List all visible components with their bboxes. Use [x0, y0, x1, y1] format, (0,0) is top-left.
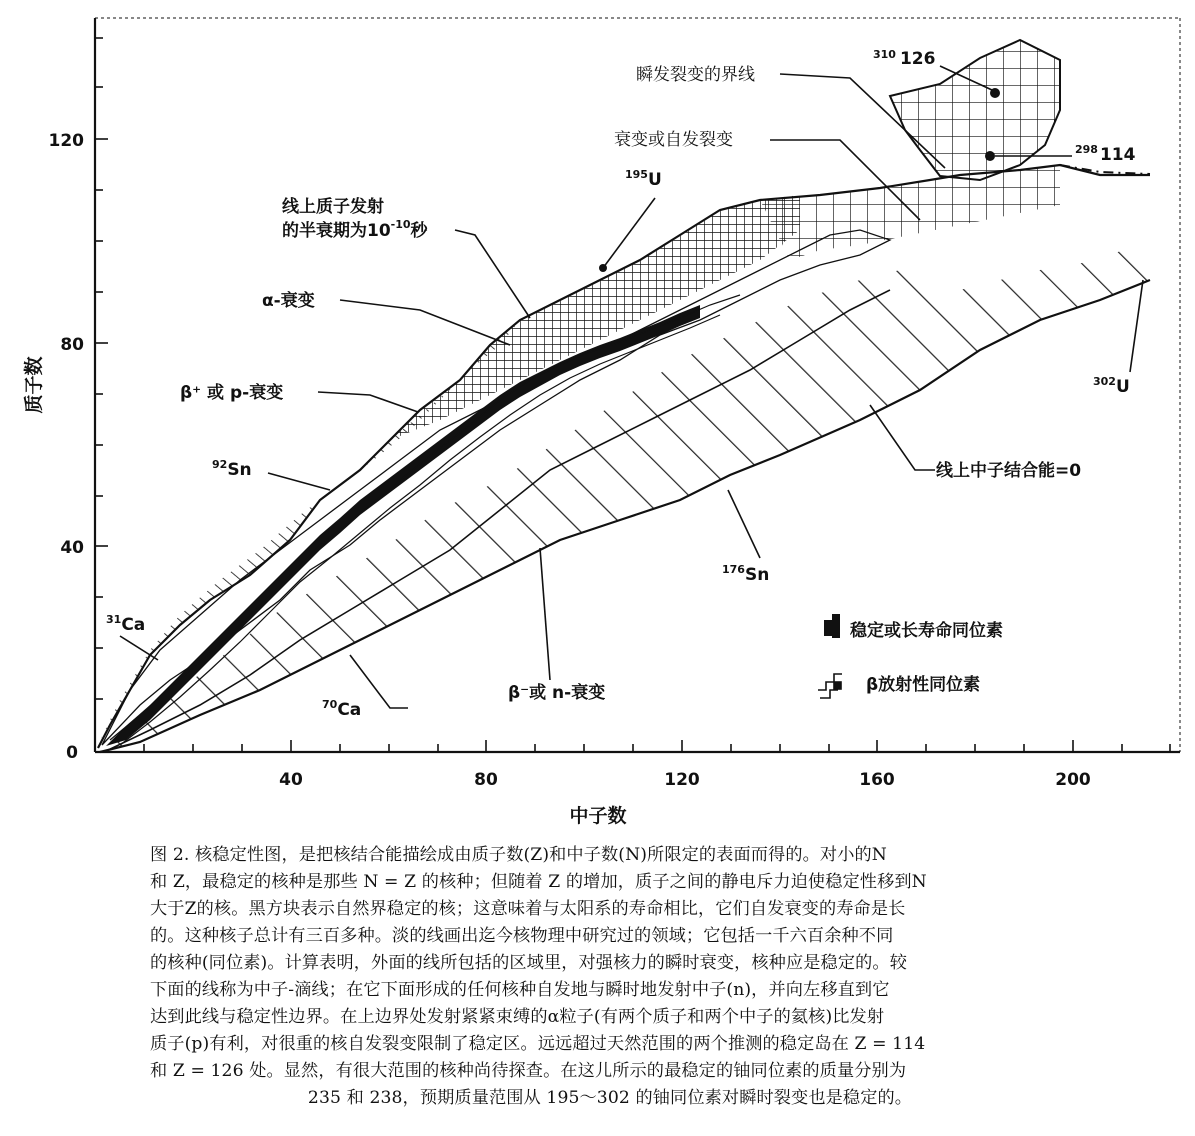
caption-line: 的。这种核子总计有三百多种。淡的线画出迄今核物理中研究过的领域；它包括一千六百余种不同	[150, 926, 894, 946]
legend	[818, 614, 1003, 698]
caption-line: 的核种(同位素)。计算表明，外面的线所包括的区域里，对强核力的瞬时衰变，核种应是稳定的。较	[150, 953, 907, 973]
fission-region	[760, 165, 1060, 260]
caption-line: 235 和 238，预期质量范围从 195～302 的铀同位素对瞬时裂变也是稳定的。	[307, 1088, 913, 1108]
label-z126: $^{310}$ 126	[873, 48, 936, 69]
arrow-sn176	[728, 490, 760, 558]
label-proton-emission-2: 的半衰期为$10^{-10}$秒	[282, 218, 428, 241]
arrow-alpha-decay	[340, 300, 510, 345]
x-tick-160: 160	[859, 770, 895, 790]
label-neutron-binding-zero: 线上中子结合能=0	[936, 461, 1082, 481]
y-axis-title: 质子数	[23, 356, 45, 414]
arrow-sn92	[268, 473, 330, 490]
y-tick-labels	[49, 131, 85, 763]
label-beta-minus-decay: β⁻或 n-衰变	[508, 683, 606, 703]
x-tick-40: 40	[279, 770, 303, 790]
x-axis-title: 中子数	[569, 805, 627, 827]
label-u302: $^{302}$U	[1093, 375, 1130, 397]
x-tick-80: 80	[474, 770, 498, 790]
x-tick-120: 120	[664, 770, 700, 790]
label-ca70: $^{70}$Ca	[322, 698, 362, 720]
caption-line: 下面的线称为中子-滴线；在它下面形成的任何核种自发地与瞬时地发射中子(n)，并向左移直到它	[150, 980, 890, 1000]
arrow-beta-plus	[318, 392, 418, 412]
y-tick-0: 0	[66, 743, 78, 763]
caption-line: 大于Z的核。黑方块表示自然界稳定的核；这意味着与太阳系的寿命相比，它们自发衰变的寿命是长	[150, 899, 906, 919]
arrow-u302	[1130, 280, 1143, 372]
legend-stable-symbol	[824, 614, 840, 638]
arrow-beta-minus	[540, 548, 550, 680]
y-minor-ticks	[95, 38, 108, 699]
legend-stable-label: 稳定或长寿命同位素	[850, 621, 1003, 641]
label-alpha-decay: α-衰变	[262, 291, 315, 311]
caption-line: 和 Z，最稳定的核种是那些 N = Z 的核种；但随着 Z 的增加，质子之间的静电斥力迫使稳定性移到N	[150, 872, 927, 892]
label-ca31: $^{31}$Ca	[106, 613, 146, 635]
caption-line: 达到此线与稳定性边界。在上边界处发射紧紧束缚的α粒子(有两个质子和两个中子的氦核)比发射	[150, 1007, 885, 1027]
label-sn92: $^{92}$Sn	[212, 458, 252, 480]
caption-line: 和 Z = 126 处。显然，有很大范围的核种尚待探查。在这儿所示的最稳定的铀同位素的质量分别为	[150, 1061, 907, 1081]
x-tick-200: 200	[1055, 770, 1091, 790]
label-beta-plus-decay: β⁺ 或 p-衰变	[180, 383, 284, 403]
label-u195: $^{195}$U	[625, 168, 662, 190]
x-minor-ticks	[144, 740, 1170, 752]
y-tick-40: 40	[60, 538, 84, 558]
legend-beta-label: β放射性同位素	[866, 675, 981, 695]
label-spontaneous-fission-boundary: 瞬发裂变的界线	[636, 65, 755, 85]
arrow-proton-emission	[455, 230, 530, 318]
label-decay-or-fission: 衰变或自发裂变	[614, 130, 733, 150]
label-proton-emission-1: 线上质子发射	[282, 197, 384, 217]
arrow-neutron-binding	[870, 405, 935, 470]
y-tick-80: 80	[60, 335, 84, 355]
z114-dot	[985, 151, 995, 161]
legend-beta-symbol	[818, 674, 842, 698]
caption-line: 质子(p)有利，对很重的核自发裂变限制了稳定区。远远超过天然范围的两个推测的稳定岛在 Z = 114	[150, 1034, 926, 1054]
label-z114: $^{298}$ 114	[1075, 143, 1136, 165]
x-tick-labels	[279, 770, 1091, 790]
label-sn176: $^{176}$Sn	[722, 563, 770, 585]
y-tick-120: 120	[48, 131, 84, 151]
caption-line: 图 2. 核稳定性图，是把核结合能描绘成由质子数(Z)和中子数(N)所限定的表面而得的。对小的N	[150, 845, 887, 865]
figure-caption	[150, 842, 1070, 1112]
